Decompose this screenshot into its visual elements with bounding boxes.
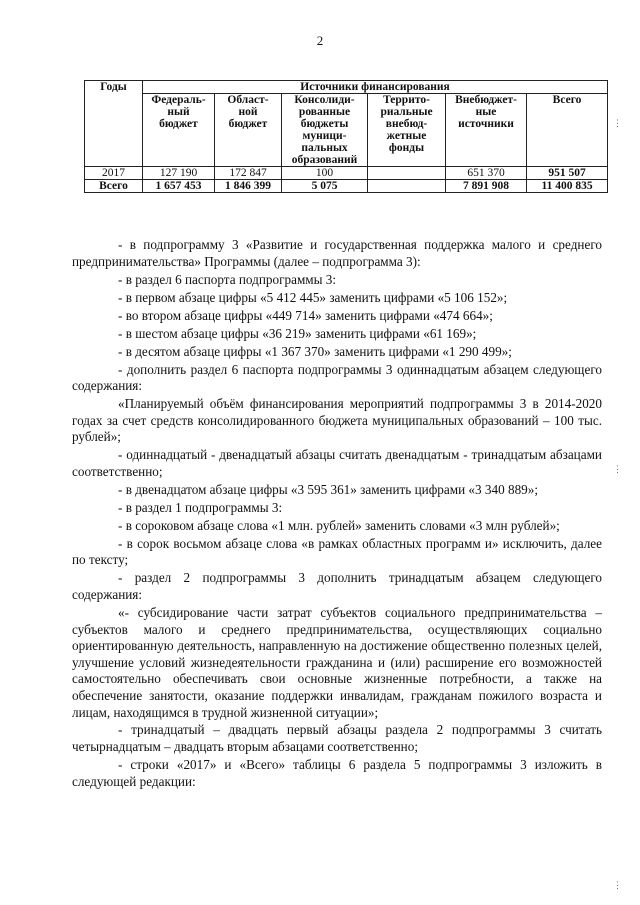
cell-extrabudget: 651 370: [446, 167, 527, 180]
header-federal: Федераль- ный бюджет: [143, 94, 215, 167]
paragraph: - тринадцатый – двадцать первый абзацы раздела 2 подпрограммы 3 считать четырнадцатым – двадцать вторым абзацами соответственно;: [72, 722, 602, 755]
cell-total: 11 400 835: [527, 180, 608, 193]
paragraph: - дополнить раздел 6 паспорта подпрограммы 3 одиннадцатым абзацем следующего содержания:: [72, 361, 602, 394]
paragraph: «Планируемый объём финансирования мероприятий подпрограммы 3 в 2014-2020 годах за счет средств консолидированного бюджета муниципальных образований – 100 тыс. рублей»;: [72, 396, 602, 445]
cell-federal: 127 190: [143, 167, 215, 180]
paragraph: - строки «2017» и «Всего» таблицы 6 раздела 5 подпрограммы 3 изложить в следующей редакции:: [72, 757, 602, 789]
paragraph: - в сороковом абзаце слова «1 млн. рублей» заменить словами «3 млн рублей»;: [118, 517, 560, 533]
cell-municipal: 5 075: [282, 180, 368, 193]
table-subheader-row: [85, 94, 608, 167]
cell-federal: 1 657 453: [143, 180, 215, 193]
cell-year: Всего: [85, 180, 143, 193]
table-row-total: [85, 180, 608, 193]
cell-municipal: 100: [282, 167, 368, 180]
cell-total: 951 507: [527, 167, 608, 180]
paragraph: - в раздел 1 подпрограммы 3:: [118, 499, 283, 515]
header-regional: Област- ной бюджет: [215, 94, 282, 167]
paragraph: - раздел 2 подпрограммы 3 дополнить тринадцатым абзацем следующего содержания:: [72, 570, 602, 602]
paragraph: - в первом абзаце цифры «5 412 445» заменить цифрами «5 106 152»;: [118, 289, 508, 305]
margin-mark: ⋮: [613, 464, 622, 474]
table-row: [85, 167, 608, 180]
cell-extrabudget: 7 891 908: [446, 180, 527, 193]
paragraph: - в двенадцатом абзаце цифры «3 595 361» заменить цифрами «3 340 889»;: [118, 481, 539, 497]
document-body: [72, 237, 602, 792]
paragraph: «- субсидирование части затрат субъектов социального предпринимательства – субъектов малого и среднего предпринимательства, осуществляющих социально ориентированную деятельность, направленную на достижение общественно полезных целей, улучшение условий жизнедеятельности гражданина и (или) расширение его возможностей самостоятельно обеспечивать свои основные жизненные потребности, а также на обеспечение занятости, оказание поддержки инвалидам, гражданам пожилого возраста и лицам, находящимся в трудной жизненной ситуации»;: [72, 604, 602, 720]
paragraph: - в сорок восьмом абзаце слова «в рамках областных программ и» исключить, далее по тексту;: [72, 535, 602, 568]
header-total: Всего: [527, 94, 608, 167]
header-sources-group: Источники финансирования: [143, 81, 608, 94]
margin-mark: ⋮: [613, 880, 622, 890]
table-header-row: [85, 81, 608, 94]
header-extrabudget: Внебюджет- ные источники: [446, 94, 527, 167]
financing-table: [84, 80, 608, 193]
cell-regional: 1 846 399: [215, 180, 282, 193]
cell-regional: 172 847: [215, 167, 282, 180]
header-territorial-funds: Террито- риальные внебюд- жетные фонды: [368, 94, 446, 167]
page-number: 2: [316, 33, 324, 48]
header-municipal: Консолиди- рованные бюджеты муници- пальных образований: [282, 94, 368, 167]
header-years: Годы: [85, 81, 143, 167]
cell-funds: [368, 167, 446, 180]
cell-year: 2017: [85, 167, 143, 180]
cell-funds: [368, 180, 446, 193]
paragraph: - в десятом абзаце цифры «1 367 370» заменить цифрами «1 290 499»;: [118, 343, 512, 359]
paragraph: - в подпрограмму 3 «Развитие и государственная поддержка малого и среднего предпринимательства» Программы (далее – подпрограмма 3):: [72, 237, 602, 269]
paragraph: - в раздел 6 паспорта подпрограммы 3:: [118, 271, 337, 287]
paragraph: - в шестом абзаце цифры «36 219» заменить цифрами «61 169»;: [118, 325, 477, 341]
paragraph: - во втором абзаце цифры «449 714» заменить цифрами «474 664»;: [118, 307, 493, 323]
paragraph: - одиннадцатый - двенадцатый абзацы считать двенадцатым - тринадцатым абзацами соответственно;: [72, 447, 602, 479]
margin-mark: ⋮: [613, 118, 622, 128]
